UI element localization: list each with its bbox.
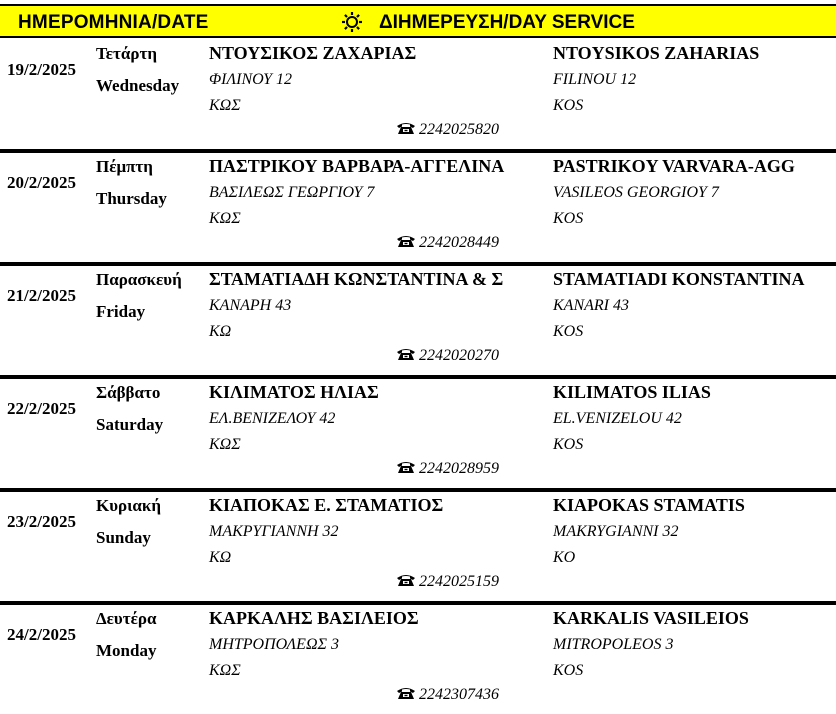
pharmacy-name-english: PASTRIKOY VARVARA-AGG [553,156,795,176]
day-name-greek: Πέμπτη [96,157,153,176]
city-greek: ΚΩΣ [209,662,241,679]
pharmacy-name-english: KARKALIS VASILEIOS [553,608,749,628]
telephone-icon [396,121,416,135]
telephone-icon [396,573,416,587]
phone-number: 2242025159 [419,573,499,590]
city-english: KOS [553,323,584,340]
city-greek: ΚΩ [209,549,232,566]
phone-line [396,121,499,139]
date-label: 24/2/2025 [7,625,76,644]
schedule-row [0,375,836,488]
phone-number: 2242028449 [419,234,499,251]
phone-number: 2242020270 [419,347,499,364]
schedule-row [0,601,836,714]
address-english: VASILEOS GEORGIOY 7 [553,184,719,201]
phone-line [396,686,499,704]
address-greek: ΚΑΝΑΡΗ 43 [209,297,292,314]
pharmacy-name-greek: ΣΤΑΜΑΤΙΑΔΗ ΚΩΝΣΤΑΝΤΙΝΑ & Σ [209,269,504,289]
pharmacy-name-english: KIAPOKAS STAMATIS [553,495,745,515]
day-name-greek: Δευτέρα [96,609,157,628]
day-name-greek: Παρασκευή [96,270,182,289]
city-greek: ΚΩΣ [209,97,241,114]
city-greek: ΚΩ [209,323,232,340]
day-name-greek: Τετάρτη [96,44,157,63]
phone-line [396,234,499,252]
pharmacy-name-greek: ΝΤΟΥΣΙΚΟΣ ΖΑΧΑΡΙΑΣ [209,43,417,63]
sun-icon [341,11,363,33]
schedule-row [0,149,836,262]
phone-line [396,347,499,365]
pharmacy-name-english: KILIMATOS ILIAS [553,382,711,402]
pharmacy-name-greek: ΠΑΣΤΡΙΚΟΥ ΒΑΡΒΑΡΑ-ΑΓΓΕΛΙΝΑ [209,156,505,176]
day-name-english: Monday [96,641,157,660]
pharmacy-name-english: STAMATIADI KONSTANTINA [553,269,805,289]
pharmacy-name-greek: ΚΙΑΠΟΚΑΣ Ε. ΣΤΑΜΑΤΙΟΣ [209,495,444,515]
schedule-row [0,40,836,149]
address-english: MAKRYGIANNI 32 [553,523,679,540]
day-name-english: Saturday [96,415,164,434]
address-greek: ΒΑΣΙΛΕΩΣ ΓΕΩΡΓΙΟΥ 7 [209,184,375,201]
phone-line [396,460,499,478]
pharmacy-name-greek: ΚΑΡΚΑΛΗΣ ΒΑΣΙΛΕΙΟΣ [209,608,419,628]
city-english: KOS [553,662,584,679]
day-name-english: Wednesday [96,76,180,95]
day-name-english: Sunday [96,528,151,547]
pharmacy-name-greek: ΚΙΛΙΜΑΤΟΣ ΗΛΙΑΣ [209,382,379,402]
date-label: 23/2/2025 [7,512,76,531]
telephone-icon [396,686,416,700]
service-column-title: ΔΙΗΜΕΡΕΥΣΗ/DAY SERVICE [379,12,635,33]
city-greek: ΚΩΣ [209,436,241,453]
phone-number: 2242025820 [419,121,499,138]
address-english: MITROPOLEOS 3 [553,636,674,653]
city-english: KOS [553,210,584,227]
telephone-icon [396,234,416,248]
phone-number: 2242028959 [419,460,499,477]
address-english: KANARI 43 [553,297,629,314]
schedule-row [0,262,836,375]
telephone-icon [396,460,416,474]
day-name-english: Thursday [96,189,167,208]
telephone-icon [396,347,416,361]
phone-line [396,573,499,591]
date-label: 20/2/2025 [7,173,76,192]
pharmacy-name-english: NTOYSIKOS ZAHARIAS [553,43,760,63]
phone-number: 2242307436 [419,686,499,703]
date-column-title: ΗΜΕΡΟΜΗΝΙΑ/DATE [18,12,209,33]
city-english: KO [553,549,576,566]
address-greek: ΜΑΚΡΥΓΙΑΝΝΗ 32 [209,523,339,540]
day-name-english: Friday [96,302,146,321]
date-label: 22/2/2025 [7,399,76,418]
city-english: KOS [553,97,584,114]
date-label: 21/2/2025 [7,286,76,305]
date-label: 19/2/2025 [7,60,76,79]
address-greek: ΕΛ.ΒΕΝΙΖΕΛΟΥ 42 [209,410,336,427]
schedule-header [0,4,836,38]
day-name-greek: Κυριακή [96,496,161,515]
city-greek: ΚΩΣ [209,210,241,227]
address-greek: ΜΗΤΡΟΠΟΛΕΩΣ 3 [209,636,340,653]
pharmacy-schedule-list [0,40,836,714]
address-english: EL.VENIZELOU 42 [553,410,682,427]
city-english: KOS [553,436,584,453]
address-greek: ΦΙΛΙΝΟΥ 12 [209,71,292,88]
day-name-greek: Σάββατο [96,383,161,402]
schedule-row [0,488,836,601]
address-english: FILINOU 12 [553,71,637,88]
